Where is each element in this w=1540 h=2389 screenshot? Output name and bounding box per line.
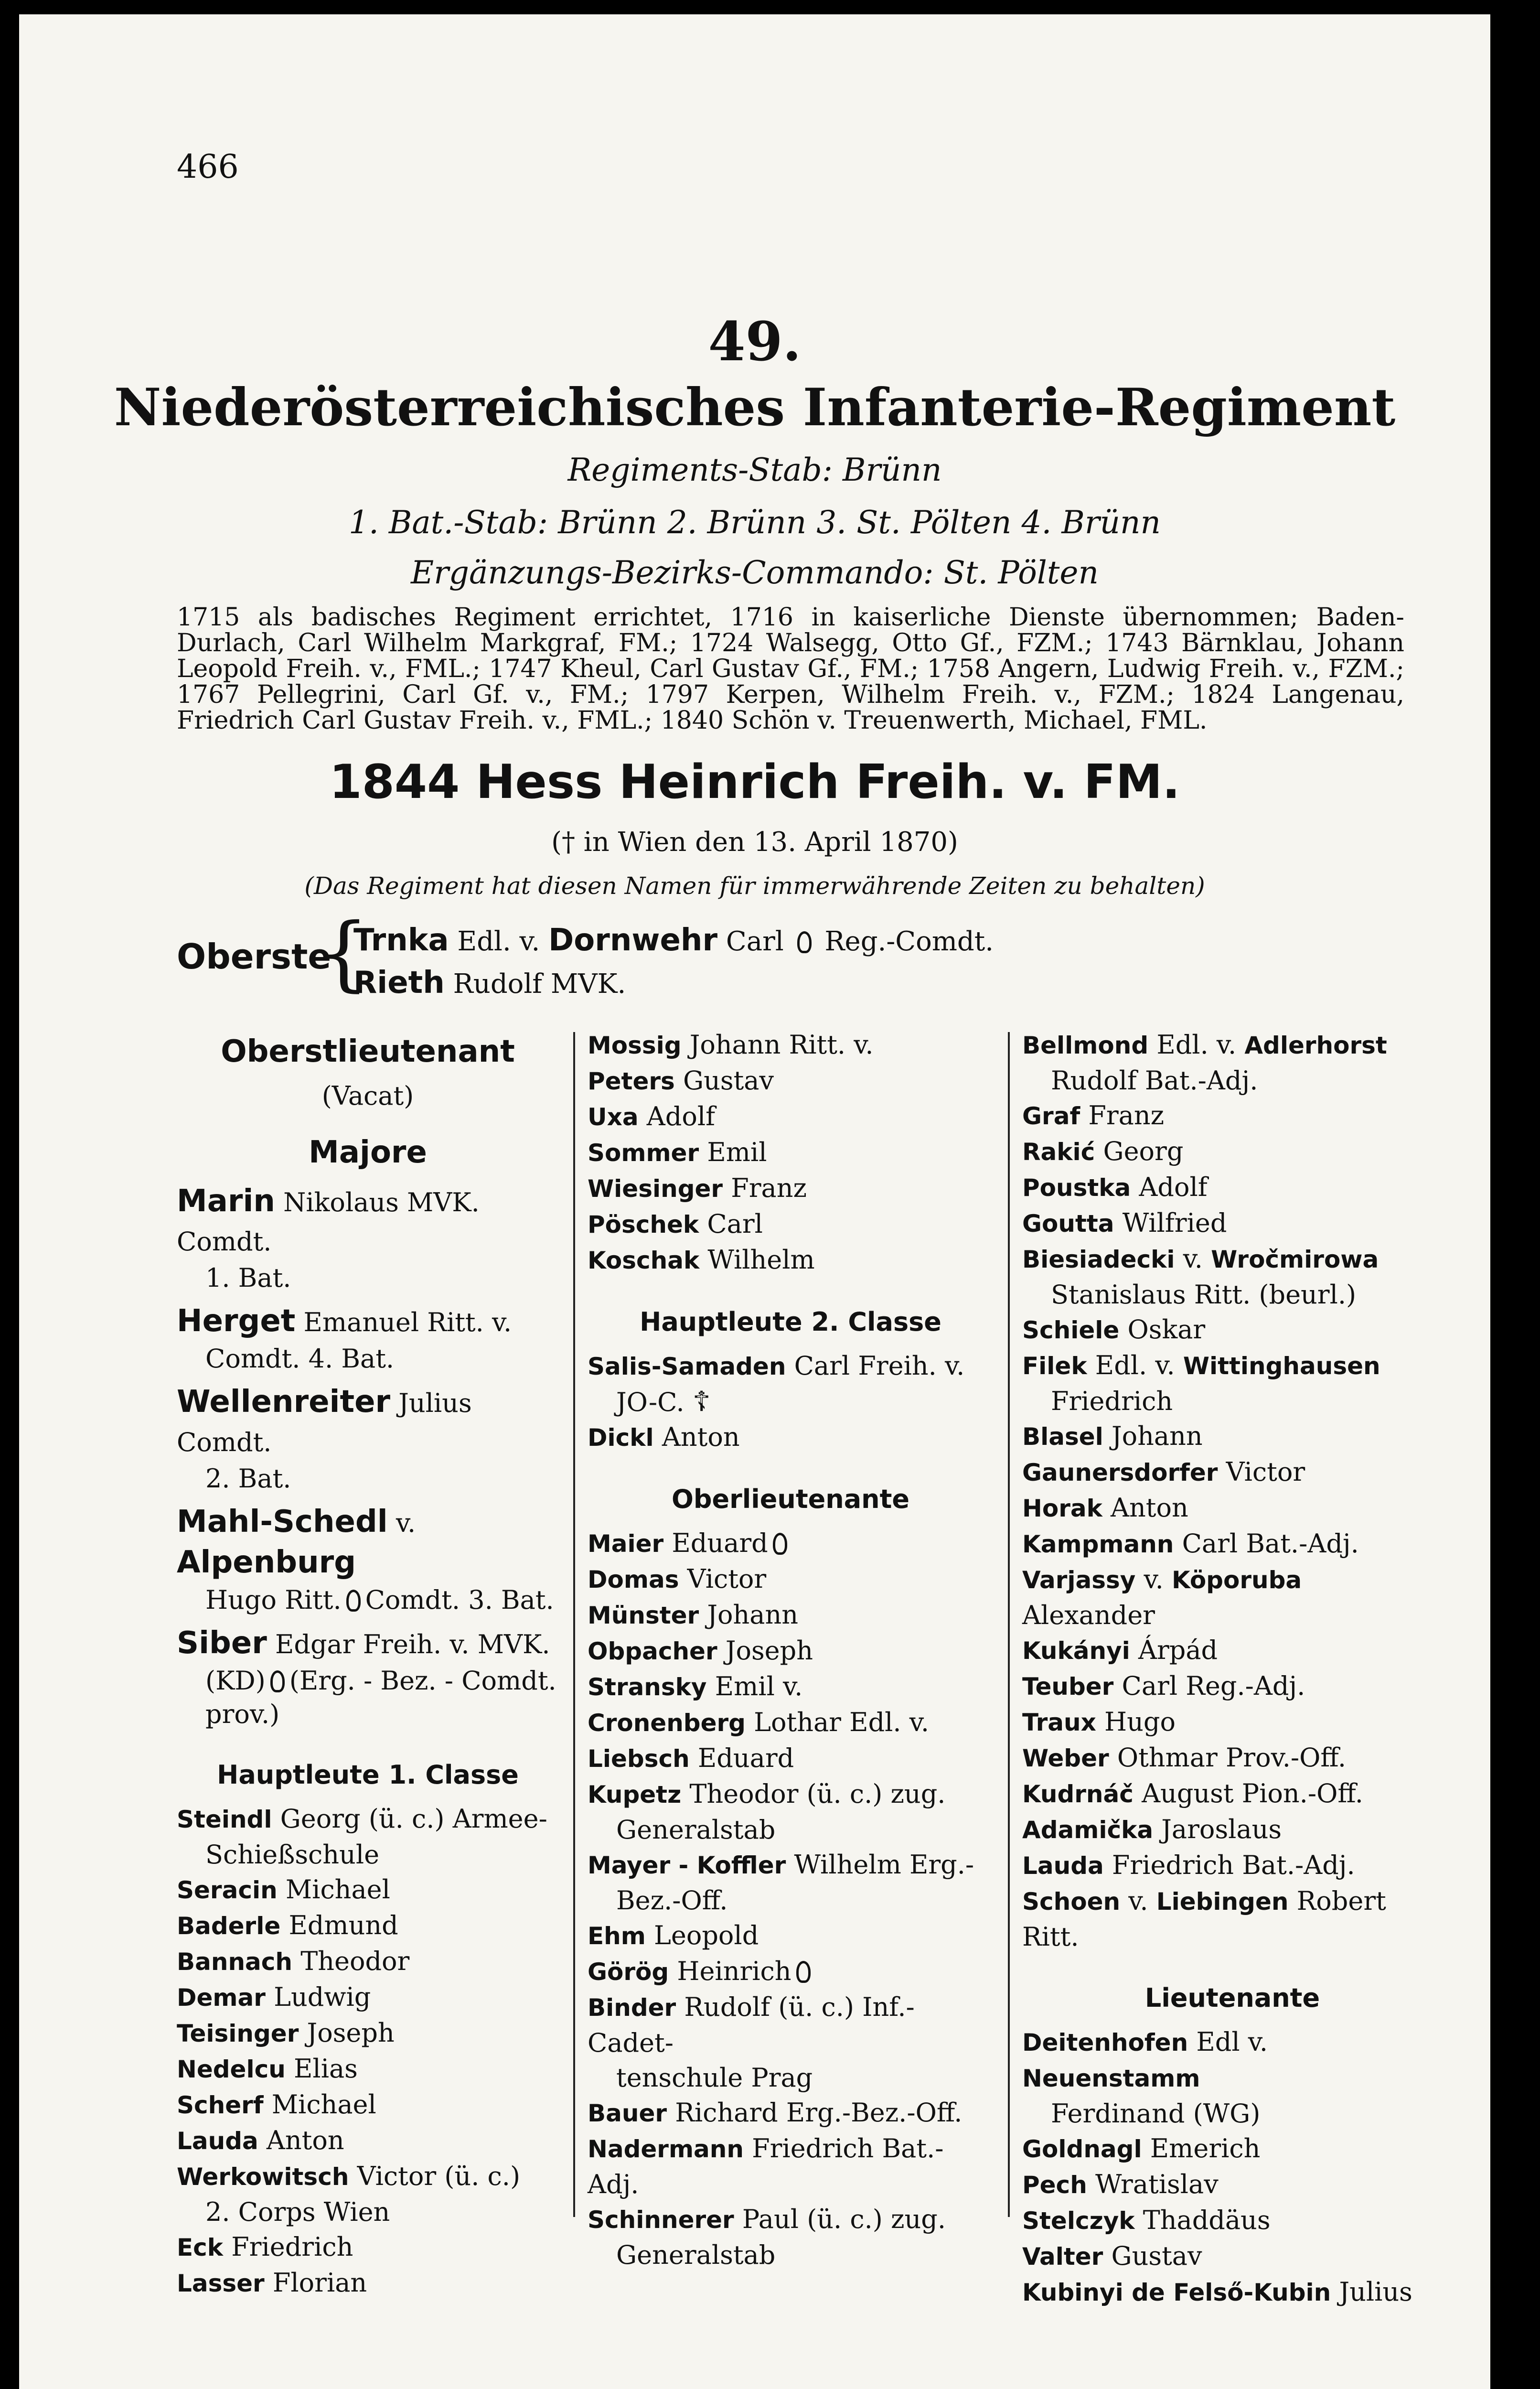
list-item: Goldnagl Emerich [1022,2133,1261,2163]
column-divider [573,1032,575,2217]
list-item: Graf Franz [1022,1100,1165,1130]
list-item: Cronenberg Lothar Edl. v. [588,1707,930,1737]
list-item: Peters Gustav [588,1065,774,1096]
list-item: Wiesinger Franz [588,1173,807,1203]
section-heading: Hauptleute 1. Classe [217,1760,519,1790]
major-entry: Marin Nikolaus MVK. Comdt. 1. Bat. [177,1184,480,1293]
oberst-entry: Rieth Rudolf MVK. [353,965,626,1001]
list-item: Schoen v. Liebingen Robert Ritt. [1022,1886,1386,1952]
list-item: Traux Hugo [1022,1707,1176,1737]
list-item: Valter Gustav [1022,2241,1202,2271]
ergaenzungs-commando: Ergänzungs-Bezirks-Commando: St. Pölten [410,554,1099,591]
list-item: Ehm Leopold [588,1920,759,1950]
list-item: Baderle Edmund [177,1910,398,1940]
list-item: Horak Anton [1022,1493,1188,1523]
list-item: Goutta Wilfried [1022,1208,1227,1238]
major-entry: Siber Edgar Freih. v. MVK. (KD) (Erg. - Bez. - Comdt. prov.) [177,1625,556,1729]
regiment-motto: (Das Regiment hat diesen Namen für immerwährende Zeiten zu behalten) [304,872,1205,900]
section-heading: Oberlieutenante [671,1484,910,1514]
list-item: Stransky Emil v. [588,1671,803,1701]
list-item: Koschak Wilhelm [588,1245,815,1275]
oberste-label: Oberste [177,936,332,977]
list-item: Gaunersdorfer Victor [1022,1457,1305,1487]
lieutenante-list: Deitenhofen Edl v. Neuenstamm Ferdinand (WG) Goldnagl Emerich Pech Wratislav Stelczyk Thaddäus Valter Gustav Kubinyi de Felső-Kubin Julius [1022,2024,1443,2310]
vacat-note: (Vacat) [321,1081,414,1111]
battalion-stab: 1. Bat.-Stab: Brünn 2. Brünn 3. St. Pölten 4. Brünn [348,504,1161,541]
list-item: Lauda Friedrich Bat.-Adj. [1022,1850,1355,1880]
list-item: Liebsch Eduard [588,1743,794,1773]
list-item: Obpacher Joseph [588,1636,813,1666]
list-item: Filek Edl. v. Wittinghausen [1022,1350,1380,1380]
regiment-name: Niederösterreichisches Infanterie-Regiment [114,377,1396,438]
list-item: Mossig Johann Ritt. v. [588,1030,874,1060]
regiment-history: 1715 als badisches Regiment errichtet, 1716 in kaiserliche Dienste übernommen; Baden-Durlach, Carl Wilhelm Markgraf, FM.; 1724 Walsegg, Otto Gf., FZM.; 1743 Bärnklau, Johann Leopold Freih. v., FML.; 1747 Kheul, Carl Gustav Gf., FM.; 1758 Angern, Ludwig Freih. v., FZM.; 1767 Pellegrini, Carl Gf. v., FM.; 1797 Kerpen, Wilhelm Freih. v., FZM.; 1824 Langenau, Friedrich Carl Gustav Freih. v., FML.; 1840 Schön v. Treuenwerth, Michael, FML. [177,603,1404,735]
decoration-icon [270,1670,285,1692]
list-item: Blasel Johann [1022,1421,1203,1451]
list-item: Teuber Carl Reg.-Adj. [1022,1671,1305,1701]
list-item: Weber Othmar Prov.-Off. [1022,1743,1346,1773]
list-item: Maier Eduard [588,1526,994,1561]
list-item: Lauda Anton [177,2125,344,2155]
regiment-owner: 1844 Hess Heinrich Freih. v. FM. [329,755,1180,809]
page-number: 466 [177,148,239,186]
list-item: Schinnerer Paul (ü. c.) zug. [588,2204,946,2234]
list-item: Lasser Florian [177,2268,367,2298]
brace-icon: { [318,906,370,1001]
list-item: Uxa Adolf [588,1101,716,1131]
decoration-icon [346,1590,361,1612]
column-1 [177,1027,559,2301]
list-item: Görög Heinrich [588,1954,994,1990]
list-item: Eck Friedrich [177,2232,353,2262]
section-heading: Hauptleute 2. Classe [640,1307,941,1337]
list-item: Bauer Richard Erg.-Bez.-Off. [588,2098,962,2128]
list-item: Stelczyk Thaddäus [1022,2205,1271,2235]
list-item: Dickl Anton [588,1422,740,1452]
column-2 [588,1027,994,2272]
regiments-stab: Regiments-Stab: Brünn [567,452,942,488]
list-item: Sommer Emil [588,1137,767,1167]
list-item: Biesiadecki v. Wročmirowa [1022,1244,1379,1274]
oberlieutenante-list: Maier Eduard Domas Victor Münster Johann Obpacher Joseph Stransky Emil v. Cronenberg Lothar Edl. v. Liebsch Eduard Kupetz Theodor (ü. c.) zug. Generalstab Mayer - Koffler Wilhelm Erg.- Bez.-Off. Ehm Leopold Görög Heinrich Binder Rudolf (ü. c.) Inf.-Cadet- tenschule Prag Bauer Richard Erg.-Bez.-Off. Nadermann Friedrich Bat.-Adj. Schinnerer Paul (ü. c.) zug. Generalstab [588,1526,994,2272]
list-item: Poustka Adolf [1022,1172,1208,1202]
list-item: Kubinyi de Felső-Kubin Julius [1022,2277,1412,2307]
list-item: Bannach Theodor [177,1946,410,1976]
list-item: Steindl Georg (ü. c.) Armee- [177,1804,547,1834]
section-heading: Lieutenante [1144,1983,1320,2013]
oberlieutenante-continued: Bellmond Edl. v. Adlerhorst Rudolf Bat.-Adj. Graf Franz Rakić Georg Poustka Adolf Goutta Wilfried Biesiadecki v. Wročmirowa Stanislaus Ritt. (beurl.) Schiele Oskar Filek Edl. v. Wittinghausen Friedrich Blasel Johann Gaunersdorfer Victor Horak Anton Kampmann Carl Bat.-Adj. Varjassy v. Köporuba Alexander Kukányi Árpád Teuber Carl Reg.-Adj. Traux Hugo Weber Othmar Prov.-Off. Kudrnáč August Pion.-Off. Adamička Jaroslaus Lauda Friedrich Bat.-Adj. Schoen v. Liebingen Robert Ritt. [1022,1027,1443,1954]
decoration-icon [797,931,812,953]
hauptleute-2-list: Salis-Samaden Carl Freih. v. JO-C. ☦ Dickl Anton [588,1348,994,1455]
list-item: Kupetz Theodor (ü. c.) zug. [588,1779,946,1809]
list-item: Binder Rudolf (ü. c.) Inf.-Cadet- [588,1992,915,2058]
list-item: Nadermann Friedrich Bat.-Adj. [588,2133,944,2199]
cross-icon: ☦ [692,1385,711,1418]
list-item: Rakić Georg [1022,1136,1184,1166]
list-item: Adamička Jaroslaus [1022,1814,1282,1844]
section-heading: Majore [309,1135,427,1170]
list-item: Varjassy v. Köporuba Alexander [1022,1564,1302,1630]
hauptleute-1-continued [588,1027,994,1278]
list-item: Kudrnáč August Pion.-Off. [1022,1778,1363,1808]
column-3 [1022,1027,1443,2310]
major-entry: Herget Emanuel Ritt. v. Comdt. 4. Bat. [177,1303,512,1374]
section-heading: Oberstlieutenant [221,1034,515,1069]
list-item: Kampmann Carl Bat.-Adj. [1022,1528,1359,1559]
decoration-icon [796,1961,811,1983]
list-item: Werkowitsch Victor (ü. c.) [177,2161,521,2191]
list-item: Schiele Oskar [1022,1314,1206,1345]
list-item: Demar Ludwig [177,1982,371,2012]
major-entry: Mahl-Schedl v. Alpenburg Hugo Ritt. Comdt. 3. Bat. [177,1504,554,1615]
list-item: Münster Johann [588,1600,799,1630]
oberst-entry: Trnka Edl. v. Dornwehr Carl Reg.-Comdt. [353,923,994,958]
column-divider [1008,1032,1010,2217]
regiment-number: 49. [708,311,802,373]
list-item: Teisinger Joseph [177,2018,395,2048]
decoration-icon [773,1533,787,1555]
list-item: Salis-Samaden Carl Freih. v. [588,1351,965,1381]
list-item: Bellmond Edl. v. Adlerhorst [1022,1030,1387,1060]
oberste-list [353,920,994,1005]
list-item: Nedelcu Elias [177,2054,358,2084]
list-item: Kukányi Árpád [1022,1635,1218,1665]
major-entry: Wellenreiter Julius Comdt. 2. Bat. [177,1384,472,1494]
document-page [19,14,1490,2389]
list-item: Domas Victor [588,1564,767,1594]
list-item: Scherf Michael [177,2089,376,2120]
list-item: Seracin Michael [177,1874,390,1905]
list-item: Pöschek Carl [588,1209,763,1239]
list-item: Mayer - Koffler Wilhelm Erg.- [588,1850,974,1880]
hauptleute-1-list: Steindl Georg (ü. c.) Armee- Schießschule Seracin Michael Baderle Edmund Bannach Theodor Demar Ludwig Teisinger Joseph Nedelcu Elias Scherf Michael Lauda Anton Werkowitsch Victor (ü. c.) 2. Corps Wien Eck Friedrich Lasser Florian [177,1801,559,2301]
list-item: Deitenhofen Edl v. Neuenstamm [1022,2027,1268,2092]
owner-death-note: († in Wien den 13. April 1870) [551,827,958,858]
list-item: Pech Wratislav [1022,2169,1219,2199]
